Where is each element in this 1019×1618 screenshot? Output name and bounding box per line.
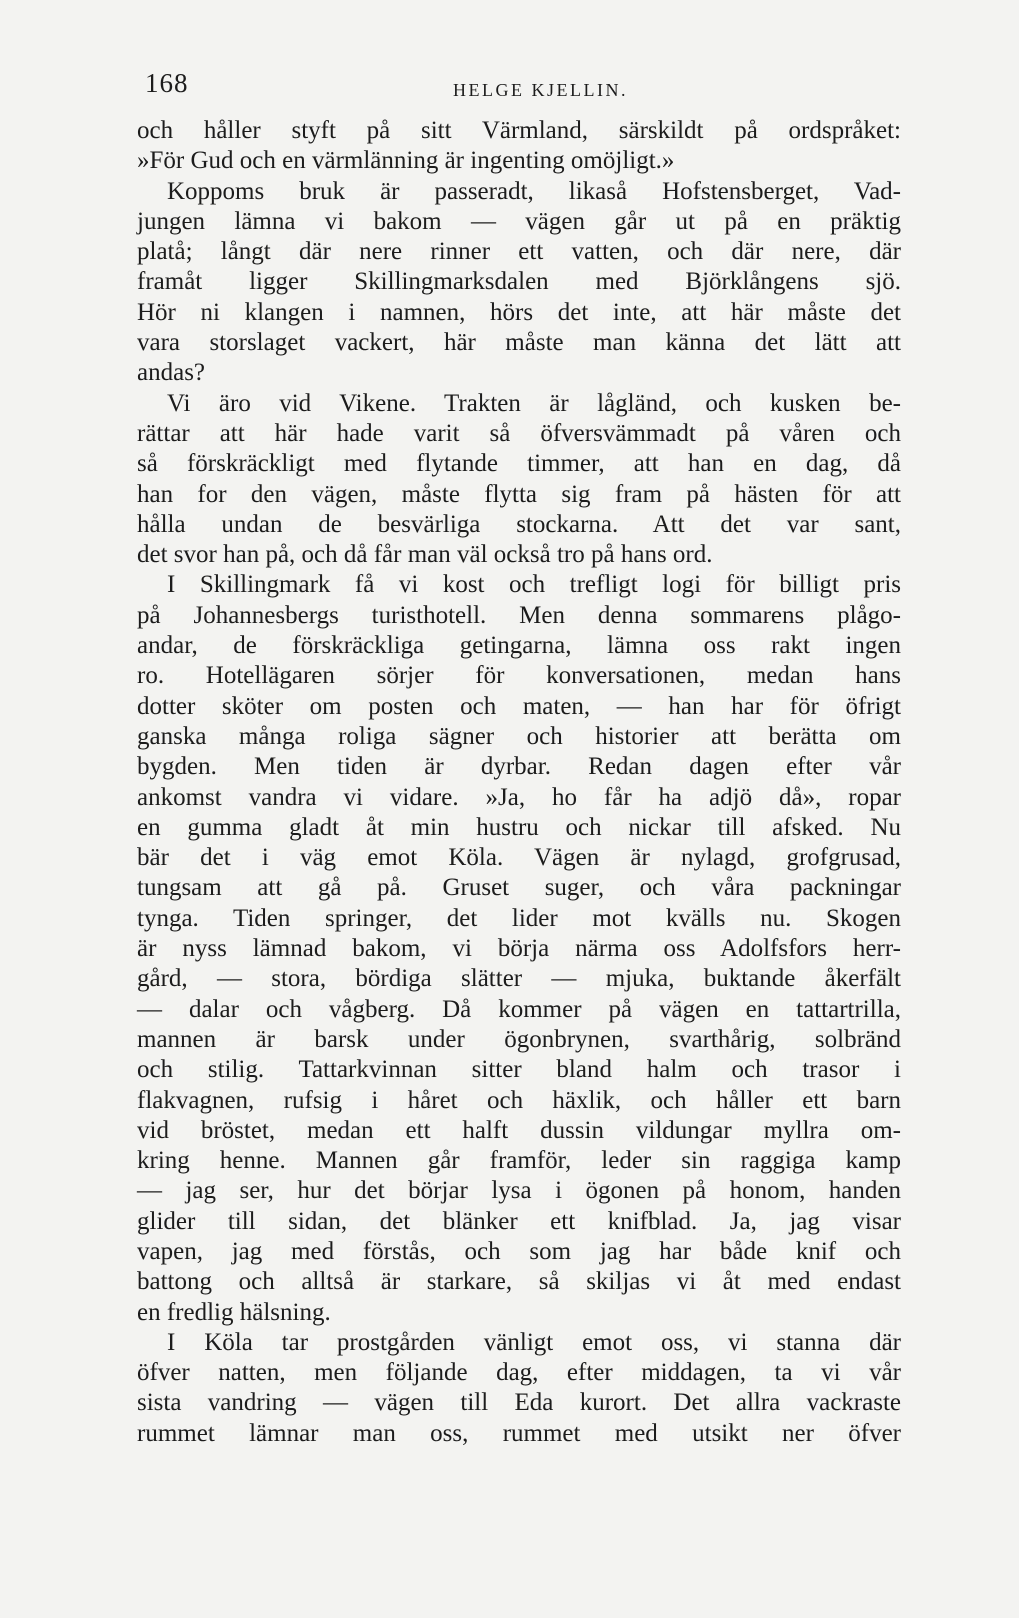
text-line: och håller styft på sitt Värmland, särskildt på ordspråket: xyxy=(137,117,901,144)
text-line: en gumma gladt åt min hustru och nickar till afsked. Nu xyxy=(137,813,901,841)
text-line: Koppoms bruk är passeradt, likaså Hofstensberget, Vad- xyxy=(167,177,901,205)
text-line: bygden. Men tiden är dyrbar. Redan dagen efter vår xyxy=(137,753,901,781)
text-line: framåt ligger Skillingmarksdalen med Björklångens sjö. xyxy=(137,268,901,296)
text-line: så förskräckligt med flytande timmer, att han en dag, då xyxy=(137,450,901,478)
text-line: och stilig. Tattarkvinnan sitter bland halm och trasor i xyxy=(137,1056,901,1084)
text-line: andar, de förskräckliga getingarna, lämna oss rakt ingen xyxy=(137,632,901,660)
text-line: Vi äro vid Vikene. Trakten är lågländ, och kusken be- xyxy=(167,389,901,417)
text-line: gård, — stora, bördiga slätter — mjuka, buktande åkerfält xyxy=(137,965,901,993)
text-line: sista vandring — vägen till Eda kurort. Det allra vackraste xyxy=(137,1389,901,1417)
text-line: platå; långt där nere rinner ett vatten, och där nere, där xyxy=(137,238,901,266)
text-line: rummet lämnar man oss, rummet med utsikt ner öfver xyxy=(137,1419,901,1447)
page-number: 168 xyxy=(145,68,189,98)
text-line: vapen, jag med förstås, och som jag har både knif och xyxy=(137,1237,901,1265)
text-line: I Skillingmark få vi kost och trefligt logi för billigt pris xyxy=(167,571,901,599)
text-line: andas? xyxy=(137,359,206,387)
text-line: är nyss lämnad bakom, vi börja närma oss Adolfsfors herr- xyxy=(137,935,901,963)
text-line: rättar att här hade varit så öfversvämmadt på våren och xyxy=(137,419,901,447)
body-text xyxy=(137,116,901,1449)
text-line: I Köla tar prostgården vänligt emot oss, vi stanna där xyxy=(167,1328,901,1356)
text-line: ankomst vandra vi vidare. »Ja, ho får ha adjö då», ropar xyxy=(137,783,901,811)
text-line: »För Gud och en värmlänning är ingenting omöjligt.» xyxy=(137,147,675,175)
text-line: tynga. Tiden springer, det lider mot kvälls nu. Skogen xyxy=(137,904,901,932)
text-line: battong och alltså är starkare, så skiljas vi åt med endast xyxy=(137,1268,901,1296)
running-head: HELGE KJELLIN. xyxy=(453,80,628,100)
text-line: en fredlig hälsning. xyxy=(137,1298,331,1326)
text-line: bär det i väg emot Köla. Vägen är nylagd, grofgrusad, xyxy=(137,844,901,872)
text-line: öfver natten, men följande dag, efter middagen, ta vi vår xyxy=(137,1359,901,1387)
text-line: jungen lämna vi bakom — vägen går ut på en präktig xyxy=(137,207,901,235)
text-line: ganska många roliga sägner och historier att berätta om xyxy=(137,722,901,750)
text-line: kring henne. Mannen går framför, leder sin raggiga kamp xyxy=(137,1147,901,1175)
text-line: — dalar och vågberg. Då kommer på vägen en tattartrilla, xyxy=(137,995,901,1023)
text-line: vid bröstet, medan ett halft dussin vildungar myllra om- xyxy=(137,1116,901,1144)
text-line: tungsam att gå på. Gruset suger, och våra packningar xyxy=(137,874,901,902)
text-line: på Johannesbergs turisthotell. Men denna sommarens plågo- xyxy=(137,601,901,629)
text-line: glider till sidan, det blänker ett knifblad. Ja, jag visar xyxy=(137,1207,901,1235)
page-header xyxy=(137,68,897,104)
text-line: dotter sköter om posten och maten, — han har för öfrigt xyxy=(137,692,901,720)
text-line: ro. Hotellägaren sörjer för konversationen, medan hans xyxy=(137,662,901,690)
text-line: Hör ni klangen i namnen, hörs det inte, att här måste det xyxy=(137,298,901,326)
text-line: mannen är barsk under ögonbrynen, svarthårig, solbränd xyxy=(137,1025,901,1053)
text-line: vara storslaget vackert, här måste man känna det lätt att xyxy=(137,329,901,357)
text-line: hålla undan de besvärliga stockarna. Att det var sant, xyxy=(137,510,901,538)
text-line: han for den vägen, måste flytta sig fram på hästen för att xyxy=(137,480,901,508)
text-line: det svor han på, och då får man väl också tro på hans ord. xyxy=(137,541,713,569)
text-line: — jag ser, hur det börjar lysa i ögonen på honom, handen xyxy=(137,1177,901,1205)
text-line: flakvagnen, rufsig i håret och häxlik, och håller ett barn xyxy=(137,1086,901,1114)
